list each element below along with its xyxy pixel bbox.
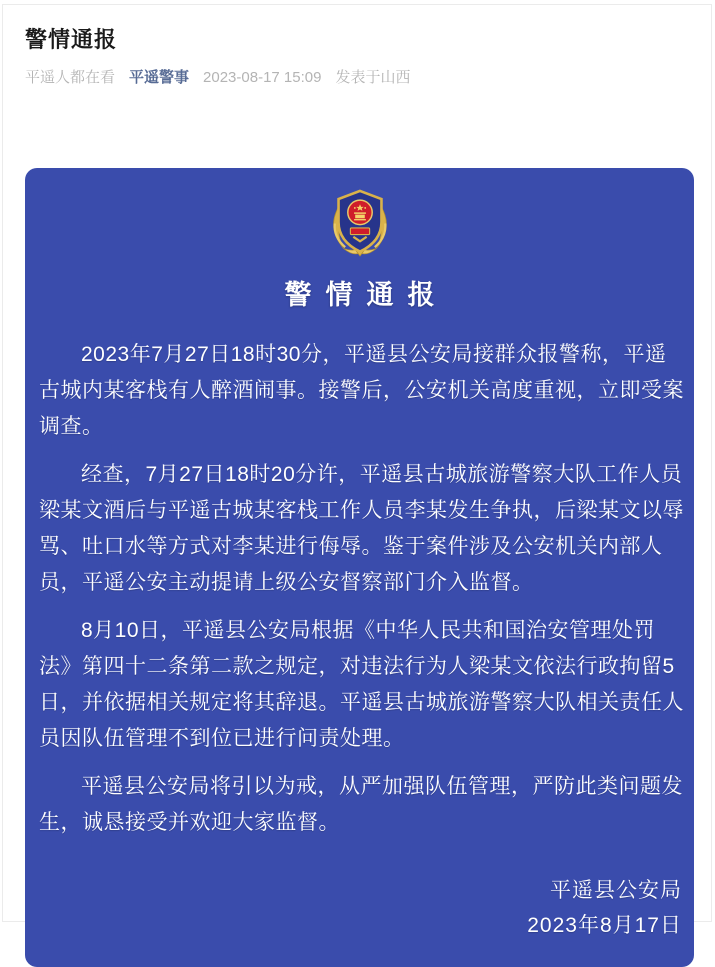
notice-paragraph-3: 8月10日，平遥县公安局根据《中华人民共和国治安管理处罚法》第四十二条第二款之规定，对违法行为人梁某文依法行政拘留5日，并依据相关规定将其辞退。平遥县古城旅游警察大队相关责任人员因队伍管理不到位已进行问责处理。 bbox=[39, 619, 684, 750]
article-meta bbox=[25, 68, 689, 88]
article-header bbox=[3, 5, 711, 88]
police-notice-card bbox=[25, 168, 694, 967]
meta-audience-hint: 平遥人都在看 bbox=[25, 69, 116, 86]
page-title: 警情通报 bbox=[25, 27, 118, 52]
article-page bbox=[2, 4, 712, 937]
notice-paragraph-4: 平遥县公安局将引以为戒，从严加强队伍管理，严防此类问题发生，诚恳接受并欢迎大家监督。 bbox=[39, 775, 683, 834]
meta-timestamp: 2023-08-17 15:09 bbox=[203, 69, 322, 86]
police-badge-icon bbox=[322, 185, 398, 259]
notice-paragraph-2: 经查，7月27日18时20分许，平遥县古城旅游警察大队工作人员梁某文酒后与平遥古城某客栈工作人员李某发生争执，后梁某文以辱骂、吐口水等方式对李某进行侮辱。鉴于案件涉及公安机关内部人员，平遥公安主动提请上级公安督察部门介入监督。 bbox=[39, 463, 684, 594]
account-link[interactable]: 平遥警事 bbox=[129, 69, 190, 86]
signature-org: 平遥县公安局 bbox=[550, 879, 682, 902]
notice-title: 警情通报 bbox=[284, 280, 449, 310]
meta-location: 发表于山西 bbox=[335, 69, 411, 86]
notice-signature bbox=[25, 873, 694, 967]
notice-body bbox=[25, 337, 694, 841]
signature-date: 2023年8月17日 bbox=[527, 914, 682, 937]
notice-paragraph-1: 2023年7月27日18时30分，平遥县公安局接群众报警称，平遥古城内某客栈有人醉酒闹事。接警后，公安机关高度重视，立即受案调查。 bbox=[39, 343, 684, 438]
